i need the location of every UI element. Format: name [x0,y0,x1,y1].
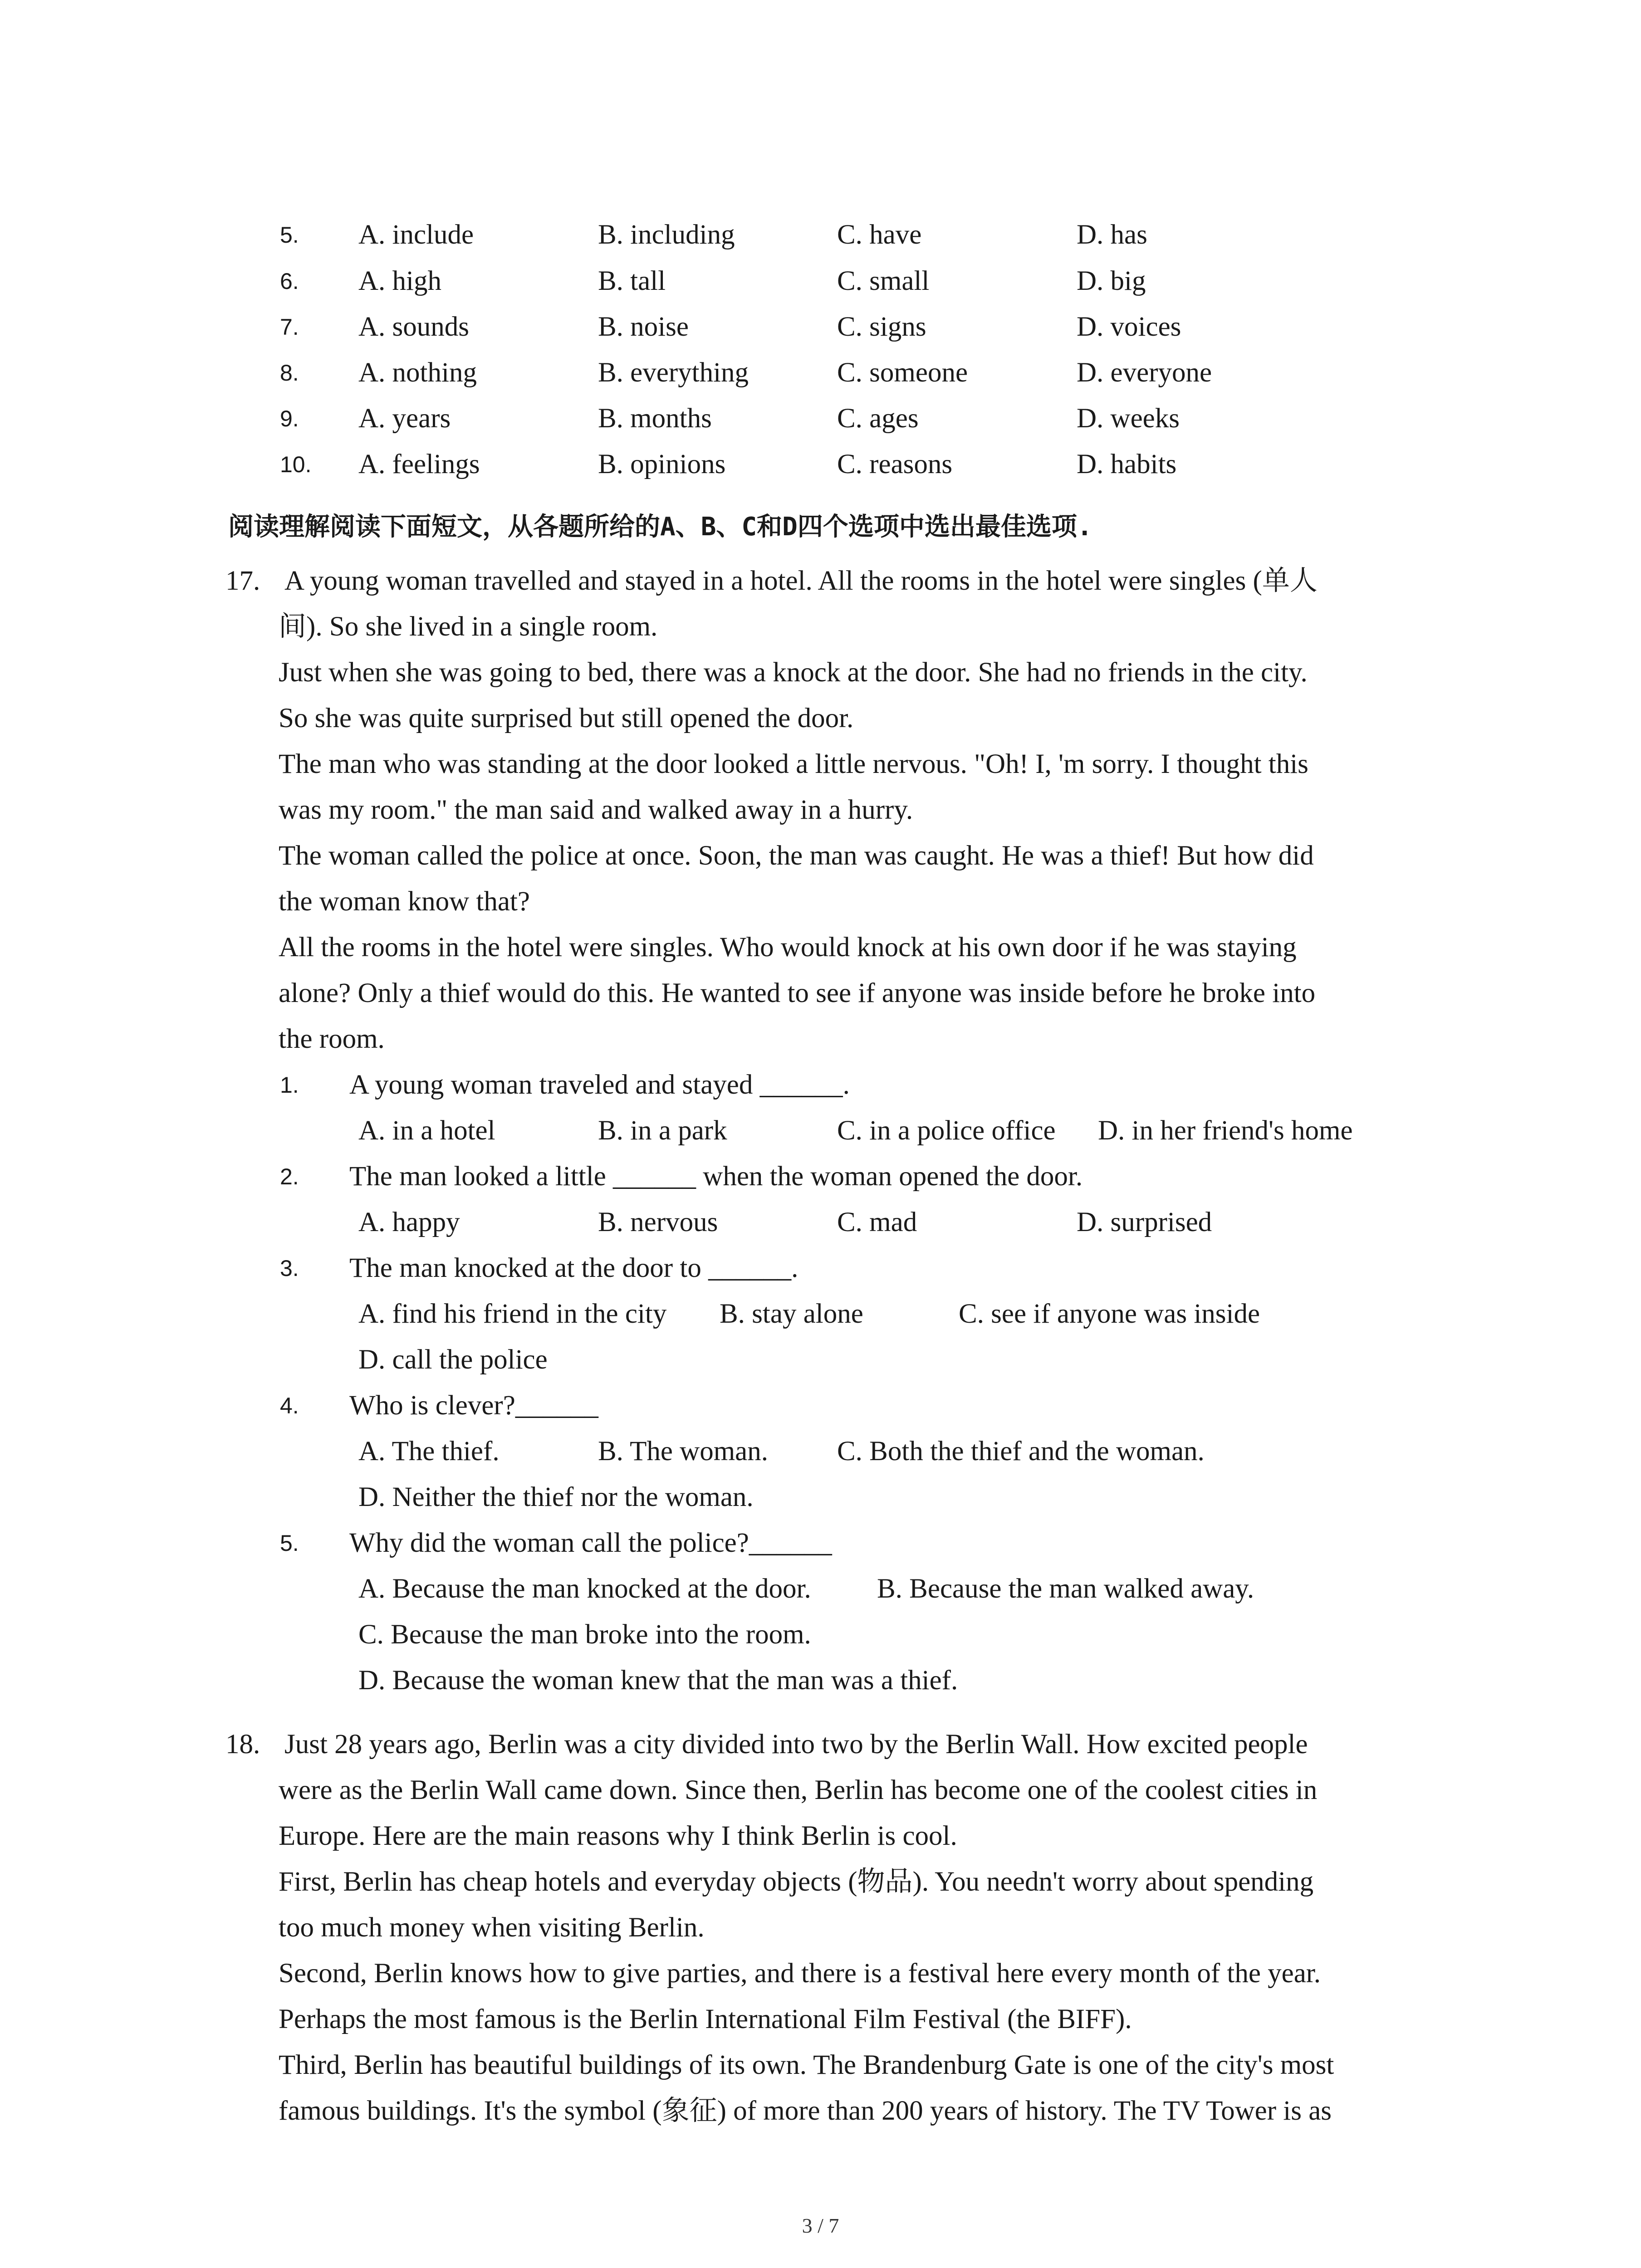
sub-question-stem: Who is clever?______ [349,1390,598,1421]
option-c: C. mad [837,1207,917,1237]
option-a: A. Because the man knocked at the door. [358,1574,811,1604]
option-number: 5. [280,222,299,248]
passage-line: The woman called the police at once. Soon, the man was caught. He was a thief! But how did [279,841,1314,871]
option-number: 9. [280,406,299,431]
sub-question-number: 1. [280,1072,299,1098]
option-b: B. everything [598,357,749,388]
passage-line: alone? Only a thief would do this. He wanted to see if anyone was inside before he broke into [279,978,1316,1008]
option-d: D. Neither the thief nor the woman. [358,1482,754,1512]
passage-line: The man who was standing at the door looked a little nervous. "Oh! I, 'm sorry. I thought this [279,749,1308,779]
option-a: A. sounds [358,312,470,342]
option-d: D. call the police [358,1344,548,1375]
option-d: D. everyone [1077,357,1212,388]
option-c: C. small [837,266,930,296]
page-number: 3 / 7 [802,2214,839,2237]
sub-question-number: 5. [280,1530,299,1556]
option-d: D. weeks [1077,403,1180,434]
option-a: A. The thief. [358,1436,500,1466]
option-b: B. opinions [598,449,726,479]
option-b: B. stay alone [720,1299,863,1329]
option-number: 7. [280,314,299,340]
option-d: D. has [1077,220,1147,250]
option-b: B. including [598,220,735,250]
sub-question-stem: The man knocked at the door to ______. [349,1253,798,1283]
sub-question-stem: The man looked a little ______ when the woman opened the door. [349,1161,1083,1192]
sub-question-stem: A young woman traveled and stayed ______. [349,1070,850,1100]
sub-question-stem: Why did the woman call the police?______ [349,1528,832,1558]
option-a: A. find his friend in the city [358,1299,667,1329]
option-d: D. habits [1077,449,1177,479]
passage-line: too much money when visiting Berlin. [279,1912,705,1943]
option-d: D. surprised [1077,1207,1212,1237]
passage-line: 间). So she lived in a single room. [279,611,658,642]
option-number: 6. [280,269,299,294]
option-c: C. ages [837,403,919,434]
option-a: A. nothing [358,357,477,388]
option-c: C. reasons [837,449,953,479]
option-b: B. in a park [598,1115,727,1146]
passage-line: Just 28 years ago, Berlin was a city divided into two by the Berlin Wall. How excited people [284,1729,1308,1760]
option-a: A. include [358,220,474,250]
option-b: B. tall [598,266,666,296]
option-b: B. noise [598,312,689,342]
passage-line: the room. [279,1024,385,1054]
option-a: A. feelings [358,449,480,479]
passage-line: was my room." the man said and walked away in a hurry. [279,795,913,825]
option-b: B. The woman. [598,1436,768,1466]
option-c: C. someone [837,357,968,388]
option-c: C. Both the thief and the woman. [837,1436,1205,1466]
option-a: A. years [358,403,451,434]
option-d: D. in her friend's home [1098,1115,1353,1146]
option-c: C. have [837,220,922,250]
option-a: A. in a hotel [358,1115,495,1146]
question-number: 18. [225,1729,260,1760]
passage-line: Perhaps the most famous is the Berlin International Film Festival (the BIFF). [279,2004,1132,2034]
passage-line: the woman know that? [279,886,530,917]
passage-line: A young woman travelled and stayed in a hotel. All the rooms in the hotel were singles (单人 [284,566,1318,596]
option-a: A. high [358,266,441,296]
sub-question-number: 4. [280,1393,299,1418]
option-b: B. Because the man walked away. [877,1574,1254,1604]
option-d: D. Because the woman knew that the man was a thief. [358,1665,958,1696]
option-b: B. nervous [598,1207,718,1237]
passage-line: Just when she was going to bed, there was a knock at the door. She had no friends in the city. [279,657,1308,688]
option-a: A. happy [358,1207,460,1237]
option-c: C. signs [837,312,926,342]
sub-question-number: 2. [280,1164,299,1189]
passage-line: All the rooms in the hotel were singles. Who would knock at his own door if he was staying [279,932,1297,963]
passage-line: were as the Berlin Wall came down. Since then, Berlin has become one of the coolest cities in [279,1775,1318,1805]
passage-line: So she was quite surprised but still opened the door. [279,703,854,733]
option-number: 8. [280,360,299,386]
passage-line: famous buildings. It's the symbol (象征) of more than 200 years of history. The TV Tower is as [279,2096,1332,2126]
option-c: C. see if anyone was inside [959,1299,1260,1329]
passage-line: Second, Berlin knows how to give parties, and there is a festival here every month of the year. [279,1958,1321,1989]
question-number: 17. [225,566,260,596]
passage-line: Third, Berlin has beautiful buildings of its own. The Brandenburg Gate is one of the city's most [279,2050,1334,2080]
section-heading: 阅读理解阅读下面短文，从各题所给的A、B、C和D四个选项中选出最佳选项. [228,512,1092,542]
option-d: D. big [1077,266,1146,296]
passage-line: First, Berlin has cheap hotels and everyday objects (物品). You needn't worry about spending [279,1867,1314,1897]
option-b: B. months [598,403,712,434]
option-d: D. voices [1077,312,1181,342]
option-c: C. in a police office [837,1115,1056,1146]
option-number: 10. [280,452,312,477]
passage-line: Europe. Here are the main reasons why I think Berlin is cool. [279,1821,957,1851]
option-c: C. Because the man broke into the room. [358,1619,811,1650]
sub-question-number: 3. [280,1256,299,1281]
